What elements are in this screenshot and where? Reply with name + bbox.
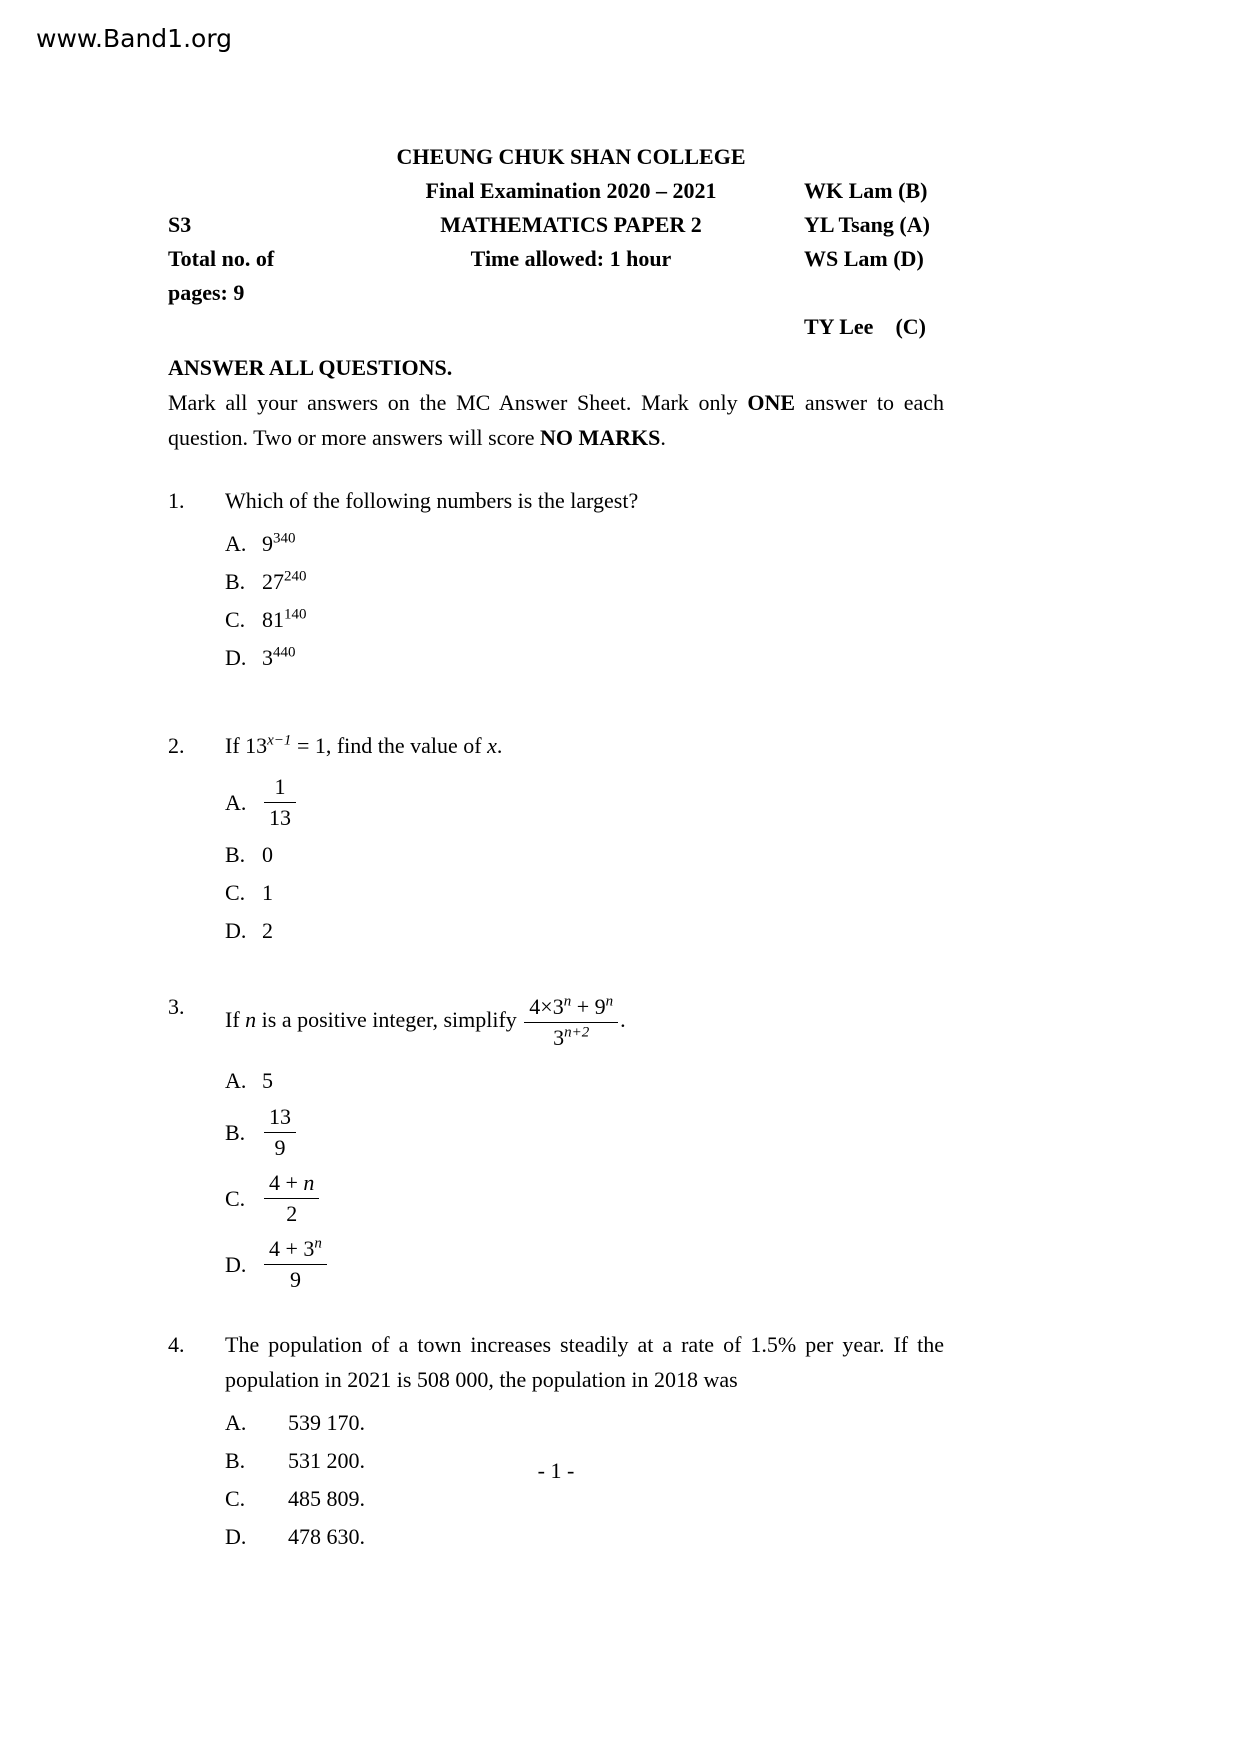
option-b	[225, 835, 944, 873]
watermark-text: www.Band1.org	[36, 24, 233, 53]
math-term: 4 + 3	[269, 1236, 315, 1261]
examiner-name: TY Lee (C)	[804, 314, 926, 339]
college-name: CHEUNG CHUK SHAN COLLEGE	[396, 144, 746, 169]
header-spacer	[168, 174, 338, 208]
header-spacer	[804, 140, 944, 174]
question-text-part: If 13	[225, 733, 268, 758]
option-a	[225, 1403, 944, 1441]
option-label: C.	[225, 606, 246, 632]
question-2	[168, 728, 944, 949]
question-text-part: is a positive integer, simplify	[256, 1007, 523, 1033]
question-text	[225, 989, 944, 1055]
question-1	[168, 483, 944, 676]
examiner-name: WK Lam (B)	[804, 178, 928, 203]
math-term: 3	[553, 1024, 565, 1050]
fraction-denominator: 13	[264, 802, 296, 832]
examiner-name: WS Lam (D)	[804, 246, 924, 271]
power-exponent: x−1	[267, 732, 292, 749]
time-allowed-label: Time allowed: 1 hour	[470, 246, 672, 271]
page-number: - 1 -	[537, 1458, 575, 1483]
option-label: A.	[225, 1409, 247, 1435]
option-value	[262, 602, 307, 637]
option-b	[225, 562, 944, 600]
option-b	[225, 1099, 944, 1165]
power-exponent: 440	[273, 644, 296, 661]
question-3	[168, 989, 944, 1297]
option-value	[262, 769, 298, 835]
option-label: A.	[225, 789, 247, 815]
fraction	[264, 1169, 319, 1227]
question-number: 1.	[168, 488, 185, 513]
option-label: D.	[225, 917, 247, 943]
question-number: 4.	[168, 1332, 185, 1357]
option-label: D.	[225, 644, 247, 670]
option-value: 539 170.	[288, 1409, 365, 1435]
option-label: A.	[225, 530, 247, 556]
option-d	[225, 1231, 944, 1297]
header-spacer	[168, 140, 338, 174]
option-label: C.	[225, 1185, 246, 1211]
fraction-denominator	[524, 1022, 618, 1052]
power-exponent: 240	[284, 568, 307, 585]
option-value	[262, 1165, 321, 1231]
option-label: A.	[225, 1067, 247, 1093]
fraction	[264, 1103, 296, 1161]
option-label: C.	[225, 1485, 246, 1511]
header-spacer	[338, 310, 804, 344]
math-variable: n	[245, 1007, 257, 1033]
header-spacer	[168, 310, 338, 344]
instructions-text: .	[660, 425, 666, 450]
option-c	[225, 1479, 944, 1517]
fraction-numerator	[264, 1235, 327, 1264]
option-value: 531 200.	[288, 1447, 365, 1473]
instructions-text: answer to each question. Two or more answers will score	[168, 390, 944, 450]
option-value	[262, 1231, 329, 1297]
power-exponent: n+2	[564, 1024, 590, 1041]
option-label: D.	[225, 1523, 247, 1549]
question-text-part: .	[620, 1007, 626, 1033]
question-4	[168, 1327, 944, 1555]
question-text: The population of a town increases steadily at a rate of 1.5% per year. If the population in 2021 is 508 000, the population in 2018 was	[225, 1332, 944, 1392]
power-exponent: 340	[273, 530, 296, 547]
option-value	[262, 1099, 298, 1165]
page-content	[168, 140, 944, 1555]
question-text	[225, 728, 944, 763]
power-base: 81	[262, 606, 284, 632]
fraction-numerator: 1	[274, 774, 286, 799]
option-a	[225, 769, 944, 835]
option-c	[225, 873, 944, 911]
option-value	[262, 526, 296, 561]
instructions-bold-one: ONE	[747, 390, 796, 415]
option-label: B.	[225, 568, 246, 594]
option-d	[225, 1517, 944, 1555]
question-text-part: If	[225, 1007, 246, 1033]
exam-title: Final Examination 2020 – 2021	[425, 178, 717, 203]
question-text: Which of the following numbers is the largest?	[225, 488, 639, 513]
examiner-name: YL Tsang (A)	[804, 212, 930, 237]
option-a	[225, 524, 944, 562]
option-c	[225, 600, 944, 638]
options-list	[225, 1061, 944, 1297]
option-label: C.	[225, 879, 246, 905]
options-list	[225, 524, 944, 676]
option-a	[225, 1061, 944, 1099]
question-text-part: = 1, find the value of	[291, 733, 488, 758]
option-value: 2	[262, 917, 273, 943]
question-body	[225, 1327, 944, 1555]
option-value: 5	[262, 1067, 273, 1093]
question-number: 2.	[168, 733, 185, 758]
option-c	[225, 1165, 944, 1231]
power-base: 9	[262, 530, 273, 556]
math-variable: x	[487, 733, 497, 758]
option-value: 478 630.	[288, 1523, 365, 1549]
fraction	[264, 1235, 327, 1293]
instructions-text: Mark all your answers on the MC Answer Sheet. Mark only	[168, 390, 748, 415]
fraction-numerator	[264, 1169, 319, 1198]
question-body	[225, 483, 944, 676]
question-body	[225, 728, 944, 949]
fraction	[264, 773, 296, 831]
fraction-denominator: 2	[264, 1198, 319, 1228]
fraction-numerator	[524, 993, 618, 1022]
math-term: 4 +	[269, 1170, 304, 1195]
power-base: 27	[262, 568, 284, 594]
fraction-numerator: 13	[269, 1104, 291, 1129]
option-label: B.	[225, 1447, 246, 1473]
question-number: 3.	[168, 994, 185, 1019]
option-label: B.	[225, 841, 246, 867]
option-value	[262, 564, 307, 599]
options-list	[225, 769, 944, 949]
fraction	[524, 993, 618, 1051]
option-label: B.	[225, 1119, 246, 1145]
fraction-denominator: 9	[264, 1132, 296, 1162]
power-exponent: n	[563, 993, 572, 1010]
power-base: 3	[262, 644, 273, 670]
math-variable: n	[303, 1170, 315, 1195]
instructions-bold-no-marks: NO MARKS	[539, 425, 661, 450]
math-term: 4×3	[529, 994, 564, 1019]
option-value	[262, 640, 296, 675]
instructions-heading: ANSWER ALL QUESTIONS.	[168, 355, 453, 380]
class-label: S3	[168, 212, 192, 237]
question-body	[225, 989, 944, 1297]
power-exponent: n	[605, 993, 614, 1010]
option-d	[225, 638, 944, 676]
instructions-paragraph	[168, 385, 944, 455]
option-label: D.	[225, 1251, 247, 1277]
fraction-denominator: 9	[264, 1264, 327, 1294]
subject-title: MATHEMATICS PAPER 2	[440, 212, 702, 237]
option-value: 1	[262, 879, 273, 905]
exam-header	[168, 140, 944, 344]
option-d	[225, 911, 944, 949]
option-value: 0	[262, 841, 273, 867]
pages-label: Total no. of pages: 9	[168, 246, 275, 305]
power-exponent: n	[314, 1235, 322, 1252]
question-text-part: .	[496, 733, 503, 758]
math-term: + 9	[571, 994, 606, 1019]
option-value: 485 809.	[288, 1485, 365, 1511]
power-exponent: 140	[284, 606, 307, 623]
